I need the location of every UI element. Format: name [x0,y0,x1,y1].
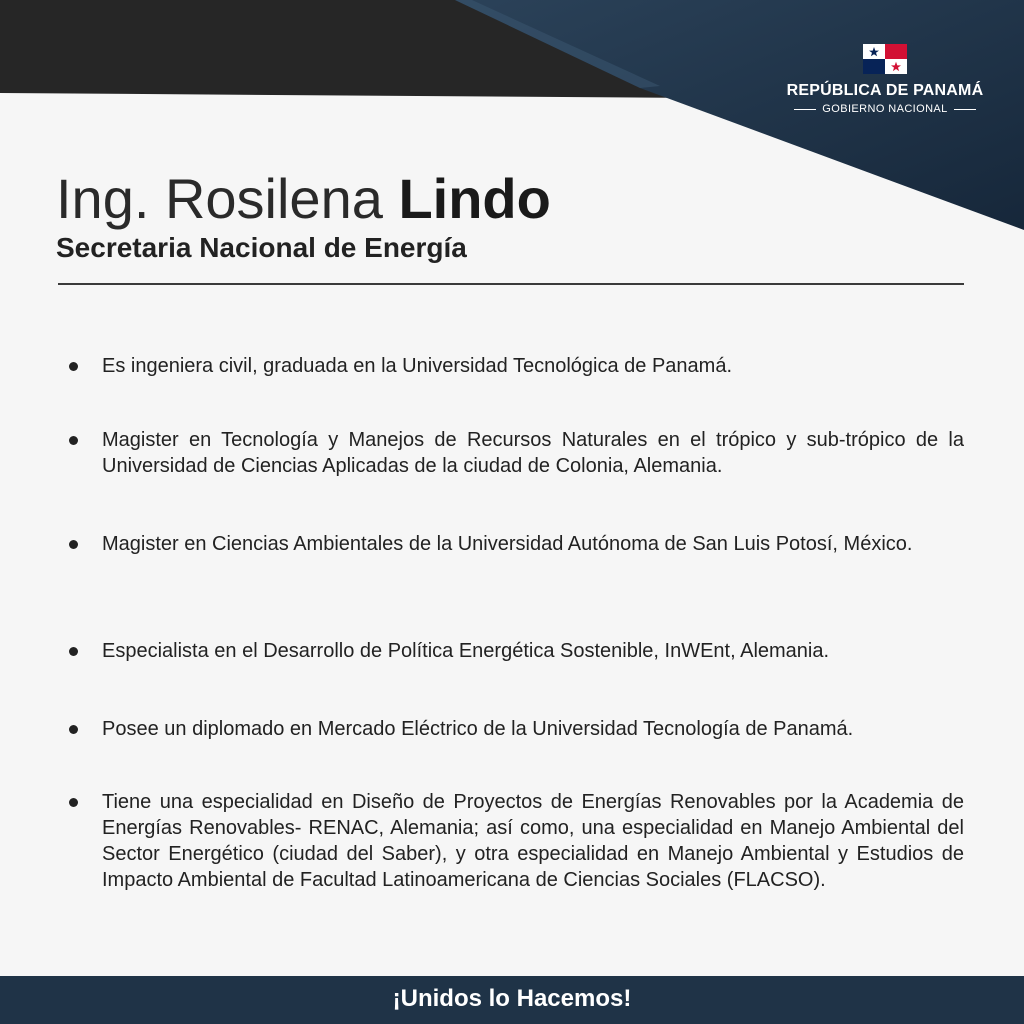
list-item [66,716,964,742]
list-item-text: Magister en Tecnología y Manejos de Recursos Naturales en el trópico y sub-trópico de la Universidad de Ciencias Aplicadas de la ciudad de Colonia, Alemania. [102,429,964,477]
government-label-row [772,103,998,115]
name-prefix: Ing. Rosilena [56,167,383,230]
bullet-icon [69,647,78,656]
bullet-icon [69,436,78,445]
government-emblem [772,44,998,115]
slogan: ¡Unidos lo Hacemos! [392,985,632,1012]
footer-slogan-bar [0,976,1024,1024]
bullet-icon [69,725,78,734]
list-item-text: Es ingeniera civil, graduada en la Universidad Tecnológica de Panamá. [102,355,733,377]
list-item [66,638,964,664]
bullet-icon [69,362,78,371]
list-item-text: Especialista en el Desarrollo de Política Energética Sostenible, InWEnt, Alemania. [102,640,830,662]
list-item-text: Tiene una especialidad en Diseño de Proyectos de Energías Renovables por la Academia de Energías Renovables- RENAC, Alemania; así como, una especialidad en Manejo Ambiental del Sector Energético (ciudad del Saber), y otra especialidad en Manejo Ambiental y Estudios de Impacto Ambiental de Facultad Latinoamericana de Ciencias Sociales (FLACSO). [102,791,964,891]
person-name [56,164,551,234]
title-divider [58,283,964,285]
list-item [66,789,964,893]
list-item [66,427,964,479]
divider [954,109,976,110]
government-label: GOBIERNO NACIONAL [822,103,948,115]
list-item [66,531,964,557]
country-name: REPÚBLICA DE PANAMÁ [786,82,984,99]
surname: Lindo [398,167,551,230]
panama-flag-icon [863,44,907,74]
bullet-icon [69,798,78,807]
divider [794,109,816,110]
bullet-icon [69,540,78,549]
list-item-text: Magister en Ciencias Ambientales de la Universidad Autónoma de San Luis Potosí, México. [102,533,913,555]
list-item-text: Posee un diplomado en Mercado Eléctrico de la Universidad Tecnología de Panamá. [102,718,854,740]
person-role: Secretaria Nacional de Energía [56,232,467,263]
list-item [66,353,964,379]
